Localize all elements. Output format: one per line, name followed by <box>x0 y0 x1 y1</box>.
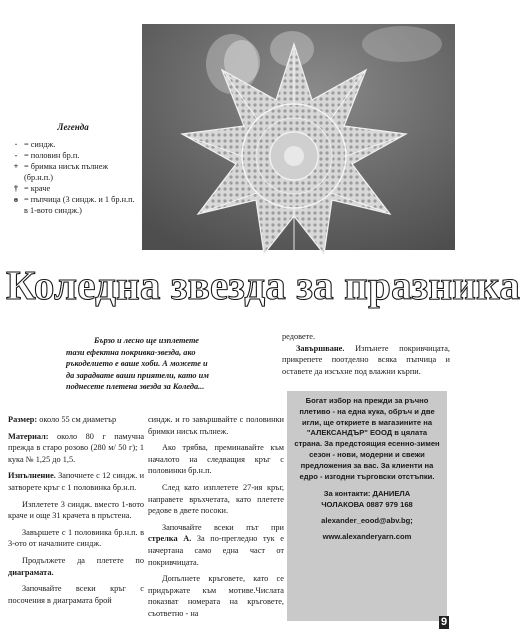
ad-contacts: За контакти: ДАНИЕЛА <box>323 489 411 499</box>
ad-email: alexander_eood@abv.bg; <box>321 515 413 525</box>
advertisement-box <box>287 391 447 621</box>
intro-line: поднесете плетена звезда за Коледа... <box>66 382 205 391</box>
execution-label: Изпълнение. <box>8 471 56 481</box>
paragraph: Започвайте всеки кръг с посочения в диаграмата брой <box>8 584 144 605</box>
legend-text: = краче <box>24 184 51 193</box>
execution-paragraph <box>8 470 144 493</box>
legend-row <box>8 194 138 216</box>
material-label: Материал: <box>8 431 49 441</box>
size-label: Размер: <box>8 415 38 424</box>
finishing-section <box>282 331 450 377</box>
paragraph: Допълнете кръговете, като се придържате към мотиве.Числата показват номерата на кръговете, съответно - на <box>148 574 284 618</box>
paragraph: Ако трябва, преминавайте към началото на следващия кръг с половинки бр.н.п. <box>148 443 284 476</box>
legend-text: = половин бр.п. <box>24 151 80 160</box>
legend-row <box>8 150 138 161</box>
dot-symbol-icon: · <box>14 140 18 149</box>
paragraph: Завършете с 1 половинка бр.н.п. в 3-ото от началните синдж. <box>8 527 144 549</box>
ad-website: www.alexanderyarn.com <box>322 531 412 541</box>
ad-phone: ЧОЛАКОВА 0887 979 168 <box>321 500 413 510</box>
ad-main-text: Богат избор на прежди за ръчно плетиво - на една кука, обръч и две игли, ще откриете в магазините на "АЛЕКСАНДЪР" ЕООД в цялата страна. За предстоящия есенно-зимен сезон - нови, модерни и свежи предложения за вас. За клиенти на едро - изгодни търговски отстъпки. <box>294 396 440 481</box>
page-number: 9 <box>441 616 448 628</box>
article-title: Коледна звезда за празника <box>6 262 520 308</box>
legend-row <box>8 183 138 194</box>
paragraph: След като изплетете 27-ия кръг, направете връхчетата, като плетете редове в двете посоки. <box>148 482 284 516</box>
execution-text: Започнете с 12 синдж. и затворете кръг с 1 половинка бр.н.п. <box>8 471 145 492</box>
arrow-paragraph <box>148 522 284 568</box>
legend-title: Легенда <box>57 122 89 132</box>
article-column-2 <box>148 414 284 625</box>
legend <box>8 122 138 216</box>
knot-symbol-icon: ɵ <box>13 195 19 204</box>
paragraph-text: Започвайте всеки път при <box>162 522 284 532</box>
intro-line: тази ефектна покривка-звезда, ако <box>66 347 196 357</box>
t-symbol-icon: + <box>13 162 19 171</box>
paragraph: синдж. и го завършвайте с половинки бримки нисък пълнеж. <box>148 415 284 436</box>
finishing-label: Завършване. <box>296 343 345 353</box>
legend-text: = бримка нисък пълнеж (бр.н.п.) <box>24 162 109 182</box>
legend-text: = пъпчица (3 синдж. и 1 бр.н.п. в 1-вото синдж.) <box>24 195 135 215</box>
legend-text: = синдж. <box>24 140 56 149</box>
article-column-1 <box>8 414 144 611</box>
paragraph-text: За по-прегледно тук е начертана само една част от покривчицата. <box>148 534 284 567</box>
arrow-label: стрелка А. <box>148 534 192 544</box>
cross-symbol-icon: † <box>13 184 19 193</box>
size-text: около 55 см диаметър <box>39 415 117 424</box>
paragraph: Изплетете 3 синдж. вместо 1-вото краче и още 31 крачета в пръстена. <box>8 499 144 521</box>
intro-line: да зарадвате ваши приятели, като им <box>66 370 209 380</box>
finishing-text: Изпънете покривчицата, прикрепете поотделно всяка пъпчица и оставете да изсъхне под влажни кърпи. <box>282 343 450 376</box>
doily-photo <box>142 24 455 250</box>
material-text: около 80 г памучна прежда в старо розово (280 м/ 50 г); 1 кука № 1,25 до 1,5. <box>8 431 145 464</box>
intro-line: Бързо и лесно ще изплетете <box>94 336 199 345</box>
diagram-paragraph <box>8 555 144 578</box>
doily-image <box>142 24 455 250</box>
finishing-paragraph <box>282 343 450 378</box>
intro-line: ръкоделието е ваше хоби. А можете и <box>66 359 208 368</box>
diagram-label: диаграмата. <box>8 567 54 577</box>
intro-text <box>66 335 272 393</box>
size-paragraph <box>8 414 144 426</box>
finishing-continuation: редовете. <box>282 332 316 341</box>
dash-symbol-icon: - <box>14 151 18 160</box>
legend-row <box>8 161 138 183</box>
paragraph-text: Продължете да плетете по <box>22 555 144 565</box>
legend-row <box>8 139 138 150</box>
material-paragraph <box>8 431 144 466</box>
